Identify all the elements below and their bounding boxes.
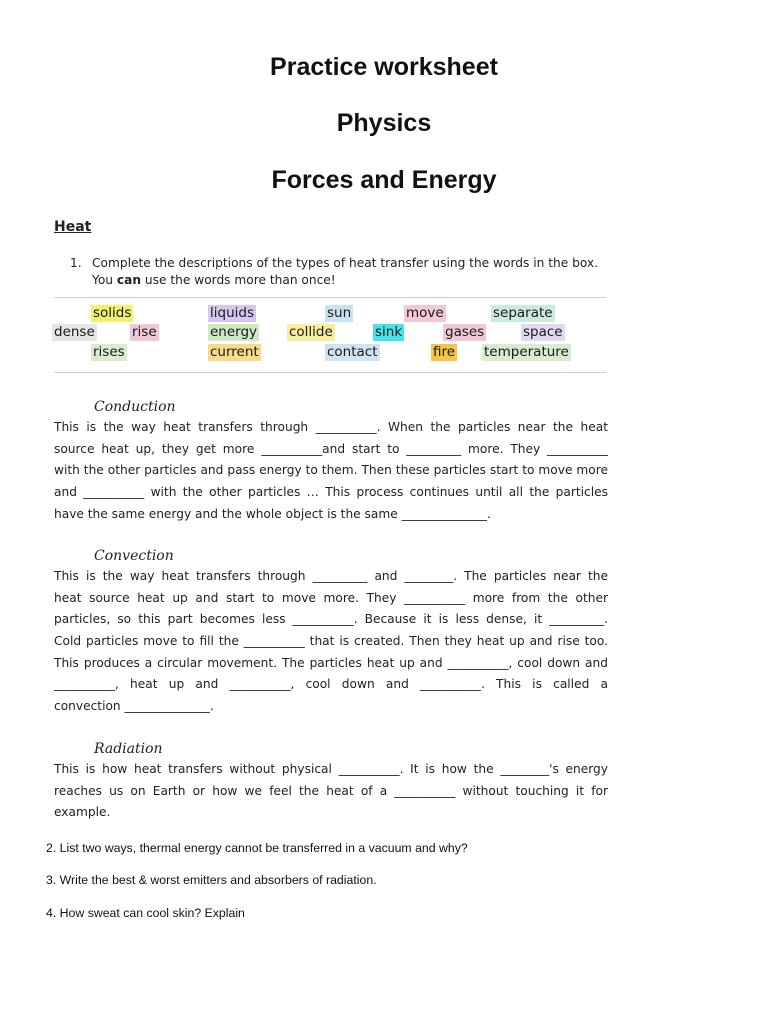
word-bank-item: fire xyxy=(433,344,456,360)
instruction xyxy=(70,255,615,289)
conduction-paragraph xyxy=(54,417,608,525)
word-bank-item: solids xyxy=(93,305,132,321)
word-bank-item: collide xyxy=(289,324,333,340)
paragraph-line: with the other particles and pass energy to them. Then these particles start to move more xyxy=(54,463,608,478)
instruction-line-1: Complete the descriptions of the types of heat transfer using the words in the box. xyxy=(92,256,599,270)
word-bank-item: move xyxy=(406,305,444,321)
word-bank-item: gases xyxy=(445,324,485,340)
worksheet-title: Practice worksheet xyxy=(270,53,498,81)
conduction-heading: Conduction xyxy=(94,399,176,415)
word-bank-item: dense xyxy=(54,324,95,340)
word-bank-item: current xyxy=(210,344,259,360)
word-bank-item: sun xyxy=(327,305,352,321)
question-2: 2. List two ways, thermal energy cannot be transferred in a vacuum and why? xyxy=(46,841,468,855)
word-bank-item: contact xyxy=(327,344,378,360)
paragraph-line: reaches us on Earth or how we feel the heat of a __________ without touching it for xyxy=(54,783,608,798)
section-heading-heat: Heat xyxy=(54,219,92,235)
word-bank-item: sink xyxy=(375,324,403,340)
topic-title: Forces and Energy xyxy=(271,166,497,194)
paragraph-line: This is how heat transfers without physical __________. It is how the ________'s energy xyxy=(54,762,608,776)
paragraph-line: and __________ with the other particles … This process continues until all the particles xyxy=(54,485,608,500)
word-bank-item: temperature xyxy=(484,344,569,360)
radiation-heading: Radiation xyxy=(94,741,163,757)
question-4: 4. How sweat can cool skin? Explain xyxy=(46,906,245,920)
paragraph-line: source heat up, they get more __________and start to _________ more. They __________ xyxy=(54,441,608,456)
subject-title: Physics xyxy=(336,109,432,137)
question-3: 3. Write the best & worst emitters and absorbers of radiation. xyxy=(46,873,377,887)
radiation-paragraph xyxy=(54,759,608,824)
word-bank-item: liquids xyxy=(210,305,254,321)
paragraph-line: heat source heat up and start to move more. They __________ more from the other xyxy=(54,590,608,605)
convection-paragraph xyxy=(54,566,608,718)
instruction-line-2: You can use the words more than once! xyxy=(92,273,336,287)
word-box-bottom-rule xyxy=(54,372,606,373)
paragraph-line: This is the way heat transfers through _________ and ________. The particles near the xyxy=(54,569,608,583)
paragraph-line: This produces a circular movement. The particles heat up and __________, cool down and xyxy=(54,655,608,670)
word-bank-item: space xyxy=(523,324,563,340)
word-bank-item: energy xyxy=(210,324,258,340)
paragraph-line: Cold particles move to fill the __________ that is created. Then they heat up and rise too. xyxy=(54,634,608,649)
word-bank-item: rise xyxy=(132,324,157,340)
convection-heading: Convection xyxy=(94,548,174,564)
paragraph-line: particles, so this part becomes less __________. Because it is less dense, it _________. xyxy=(54,612,608,627)
word-box-top-rule xyxy=(54,297,606,298)
instruction-number: 1. xyxy=(70,256,82,270)
word-bank-item: rises xyxy=(93,344,125,360)
paragraph-line: convection ______________. xyxy=(54,699,214,714)
paragraph-line: example. xyxy=(54,805,111,820)
paragraph-line: __________, heat up and __________, cool down and __________. This is called a xyxy=(54,677,608,692)
paragraph-line: This is the way heat transfers through __________. When the particles near the heat xyxy=(54,420,608,434)
word-bank-item: separate xyxy=(493,305,553,321)
paragraph-line: have the same energy and the whole object is the same ______________. xyxy=(54,506,491,521)
